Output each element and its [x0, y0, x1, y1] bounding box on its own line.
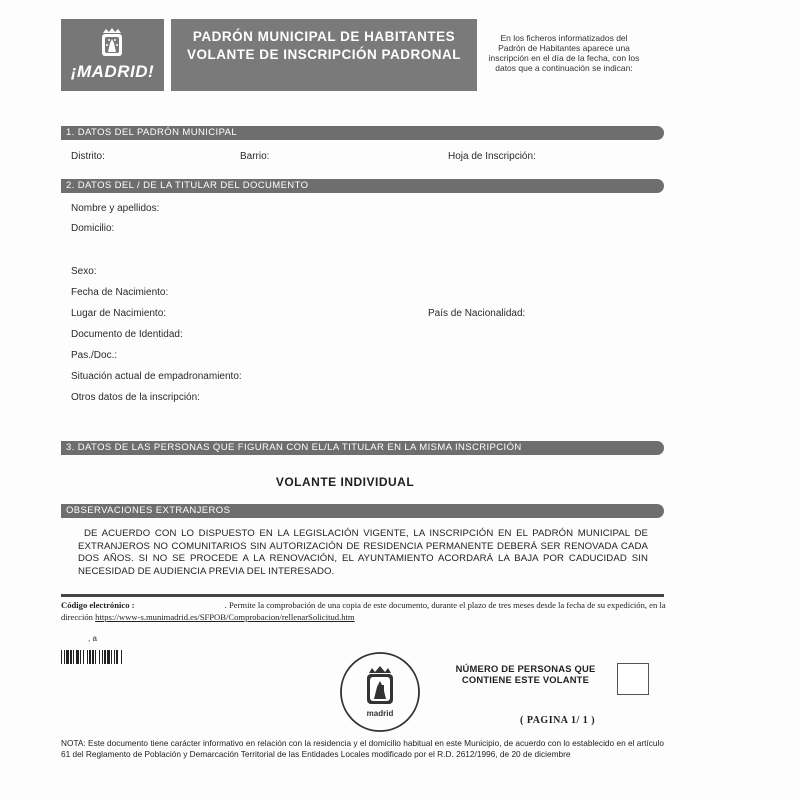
barcode-bar: [73, 650, 74, 664]
fecha-nacimiento-label: Fecha de Nacimiento:: [71, 287, 169, 298]
barcode-bar: [95, 650, 96, 664]
otros-datos-label: Otros datos de la inscripción:: [71, 392, 200, 403]
barcode-bar: [99, 650, 100, 664]
barcode-bar: [76, 650, 79, 664]
lugar-nacimiento-label: Lugar de Nacimiento:: [71, 308, 167, 319]
numero-personas-line-2: CONTIENE ESTE VOLANTE: [461, 674, 590, 685]
madrid-coat-of-arms-icon: [99, 27, 125, 59]
divider-rule: [61, 594, 664, 597]
codigo-electronico-text: . Permite la comprobación de una copia de este documento, durante el plazo de tres meses desde la fecha de su expedición, en la dirección: [61, 600, 666, 622]
verification-url-link[interactable]: https://www-s.munimadrid.es/SFPOB/Comprobacion/rellenarSolicitud.htm: [95, 611, 355, 622]
barcode-icon: [61, 650, 165, 664]
barcode-bar: [87, 650, 88, 664]
barcode-bar: [80, 650, 81, 664]
barcode-bar: [111, 650, 112, 664]
barrio-label: Barrio:: [240, 151, 270, 162]
barcode-bar: [66, 650, 69, 664]
observaciones-text: DE ACUERDO CON LO DISPUESTO EN LA LEGISLACIÓN VIGENTE, LA INSCRIPCIÓN EN EL PADRÓN MUNICIPAL DE EXTRANJEROS NO COMUNITARIOS SIN AUTORIZACIÓN DE RESIDENCIA PERMANENTE DEBERÁ SER RENOVADA CADA DOS AÑOS. SI NO SE PROCEDE A LA RENOVACIÓN, EL AYUNTAMIENTO ACORDARÁ LA BAJA POR CADUCIDAD SIN NECESIDAD DE AUDIENCIA PREVIA DEL INTERESADO.: [78, 528, 648, 577]
date-fragment: , a: [88, 634, 97, 643]
sexo-label: Sexo:: [71, 266, 97, 277]
page-indicator: ( PAGINA 1/ 1 ): [520, 715, 596, 726]
document-title-box: [171, 19, 477, 91]
nombre-label: Nombre y apellidos:: [71, 203, 160, 214]
barcode-bar: [92, 650, 94, 664]
madrid-seal-icon: [339, 651, 421, 733]
domicilio-label: Domicilio:: [71, 223, 115, 234]
hoja-inscripcion-label: Hoja de Inscripción:: [448, 151, 536, 162]
numero-personas-label: [443, 663, 608, 685]
barcode-bar: [102, 650, 103, 664]
situacion-label: Situación actual de empadronamiento:: [71, 371, 242, 382]
nota-footer: NOTA: Este documento tiene carácter informativo en relación con la residencia y el domicilio habitual en este Municipio, de acuerdo con lo establecido en el artículo 61 del Reglamento de Población y Demarcación Territorial de las Entidades Locales modificado por el R.D. 2612/1996, de 20 de diciembre: [61, 738, 664, 759]
barcode-bar: [70, 650, 72, 664]
distrito-label: Distrito:: [71, 151, 105, 162]
barcode-bar: [104, 650, 106, 664]
pais-nacionalidad-label: País de Nacionalidad:: [428, 308, 526, 319]
documento-identidad-label: Documento de Identidad:: [71, 329, 183, 340]
numero-personas-box: [617, 663, 649, 695]
madrid-logo: [61, 19, 164, 91]
barcode-bar: [116, 650, 118, 664]
logo-text: ¡MADRID!: [70, 62, 155, 81]
pasaporte-label: Pas./Doc.:: [71, 350, 118, 361]
barcode-bar: [107, 650, 110, 664]
numero-personas-line-1: NÚMERO DE PERSONAS QUE: [455, 663, 596, 674]
barcode-bar: [121, 650, 122, 664]
observaciones-header: OBSERVACIONES EXTRANJEROS: [61, 504, 664, 518]
codigo-electronico-label: Código electrónico :: [61, 600, 135, 610]
intro-text: En los ficheros informatizados del Padrón de Habitantes aparece una inscripción en el día de la fecha, con los datos que a continuación se indican:: [488, 33, 640, 73]
title-line-1: PADRÓN MUNICIPAL DE HABITANTES: [192, 29, 456, 44]
volante-individual-label: VOLANTE INDIVIDUAL: [275, 475, 415, 489]
barcode-bar: [83, 650, 84, 664]
codigo-electronico-paragraph: [61, 600, 671, 623]
section-1-header: 1. DATOS DEL PADRÓN MUNICIPAL: [61, 126, 664, 140]
title-line-2: VOLANTE DE INSCRIPCIÓN PADRONAL: [186, 47, 461, 62]
barcode-bar: [114, 650, 115, 664]
seal-text: madrid: [366, 709, 394, 718]
section-2-header: 2. DATOS DEL / DE LA TITULAR DEL DOCUMENTO: [61, 179, 664, 193]
barcode-bar: [64, 650, 65, 664]
barcode-bar: [61, 650, 62, 664]
section-3-header: 3. DATOS DE LAS PERSONAS QUE FIGURAN CON EL/LA TITULAR EN LA MISMA INSCRIPCIÓN: [61, 441, 664, 455]
barcode-bar: [89, 650, 91, 664]
